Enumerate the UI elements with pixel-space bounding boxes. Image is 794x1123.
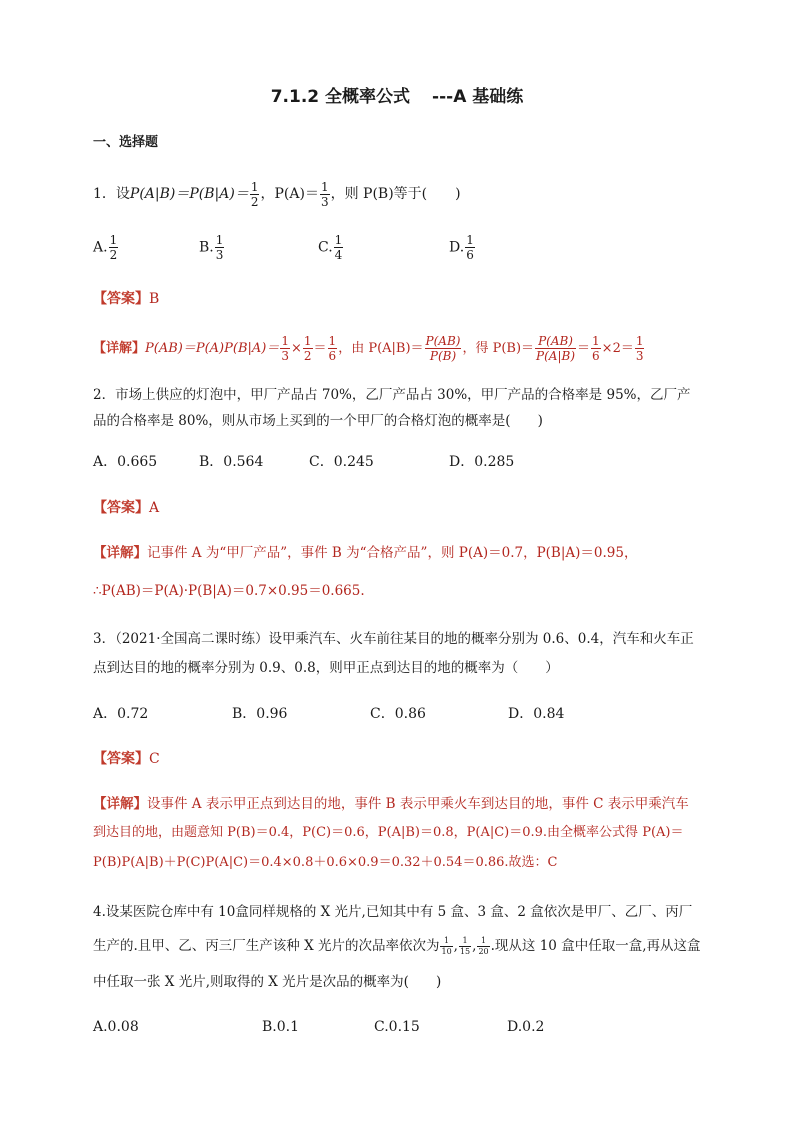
q3-stem-line1: 3．（2021·全国高二课时练）设甲乘汽车、火车前往某目的地的概率分别为 0.6、0.4，汽车和火车正 [93, 631, 694, 647]
q2-option-a: A．0.665 [93, 454, 158, 470]
q1-option-c: C. $\frac{1}{4}$ [318, 233, 343, 262]
q4-option-b: B.0.1 [262, 1019, 300, 1035]
q3-option-d: D．0.84 [508, 706, 565, 722]
q4-option-a: A.0.08 [93, 1019, 139, 1035]
fraction: $\frac{1}{3}$ [320, 179, 329, 209]
q2-option-b: B．0.564 [199, 454, 264, 470]
q4-stem-line2: 生产的.且甲、乙、丙三厂生产该种 X 光片的次品率依次为 $\frac{1}{10}$ , $\frac{1}{15}$ , $\frac{1}{20}$ .现从这 10 盒中任取一盒,再从这盒 [93, 936, 701, 956]
q2-stem-line2: 品的合格率是 80%，则从市场上买到的一个甲厂的合格灯泡的概率是( ) [93, 413, 543, 429]
q4-stem-line1: 4.设某医院仓库中有 10盒同样规格的 X 光片,已知其中有 5 盒、3 盒、2 盒依次是甲厂、乙厂、丙厂 [93, 904, 693, 920]
q3-stem-line2: 点到达目的地的概率分别为 0.9、0.8，则甲正点到达目的地的概率为（ ） [93, 660, 559, 676]
q2-detail-line1: 【详解】记事件 A 为“甲厂产品”，事件 B 为“合格产品”，则 P(A)＝0.7，P(B|A)＝0.95， [93, 545, 638, 561]
q2-detail-line2: ∴P(AB)＝P(A)·P(B|A)＝0.7×0.95＝0.665. [93, 583, 365, 599]
q2-answer: 【答案】A [93, 500, 160, 516]
section-heading: 一、选择题 [93, 135, 159, 150]
q3-option-a: A．0.72 [93, 706, 149, 722]
q3-option-b: B．0.96 [232, 706, 288, 722]
q3-detail-line3: P(B)P(A|B)＋P(C)P(A|C)＝0.4×0.8＋0.6×0.9＝0.32＋0.54＝0.86.故选：C [93, 855, 558, 870]
q2-stem-line1: 2．市场上供应的灯泡中，甲厂产品占 70%，乙厂产品占 30%，甲厂产品的合格率是 95%，乙厂产 [93, 387, 691, 403]
title-suffix: ---A 基础练 [432, 87, 524, 107]
q4-stem-line3: 中任取一张 X 光片,则取得的 X 光片是次品的概率为( ) [93, 974, 442, 990]
q1-stem: 1．设P(A|B)＝P(B|A)＝ $\frac{1}{2}$ ，P(A)＝ $\frac{1}{3}$ ，则 P(B)等于( ) [93, 179, 461, 209]
q3-option-c: C．0.86 [370, 706, 426, 722]
q3-detail-line1: 【详解】设事件 A 表示甲正点到达目的地，事件 B 表示甲乘火车到达目的地，事件 C 表示甲乘汽车 [93, 796, 689, 812]
title-main: 7.1.2 全概率公式 [270, 87, 411, 107]
q1-detail: 【详解】P(AB)＝P(A)P(B|A)＝ $\frac{1}{3}$ × $\frac{1}{2}$ ＝ $\frac{1}{6}$ ，由 P(A|B)＝ $\frac{P(AB)}{P(B)}$ ，得 P(B)＝ $\frac{P(AB)}{P(A|B)}$ ＝ $\frac{1}{6}$ ×2＝ $\frac{1}{3}$ [93, 334, 644, 363]
q1-answer: 【答案】B [93, 291, 160, 307]
q2-option-d: D．0.285 [449, 454, 515, 470]
q2-option-c: C．0.245 [309, 454, 374, 470]
q1-option-a: A. $\frac{1}{2}$ [93, 233, 118, 262]
page-title [0, 82, 794, 107]
fraction: $\frac{1}{2}$ [250, 179, 259, 209]
q1-option-b: B. $\frac{1}{3}$ [199, 233, 224, 262]
q4-option-c: C.0.15 [374, 1019, 420, 1035]
q4-option-d: D.0.2 [507, 1019, 545, 1035]
q1-option-d: D. $\frac{1}{6}$ [449, 233, 474, 262]
q3-answer: 【答案】C [93, 751, 160, 767]
q3-detail-line2: 到达目的地，由题意知 P(B)＝0.4，P(C)＝0.6，P(A|B)＝0.8，P(A|C)＝0.9.由全概率公式得 P(A)＝ [93, 825, 684, 840]
